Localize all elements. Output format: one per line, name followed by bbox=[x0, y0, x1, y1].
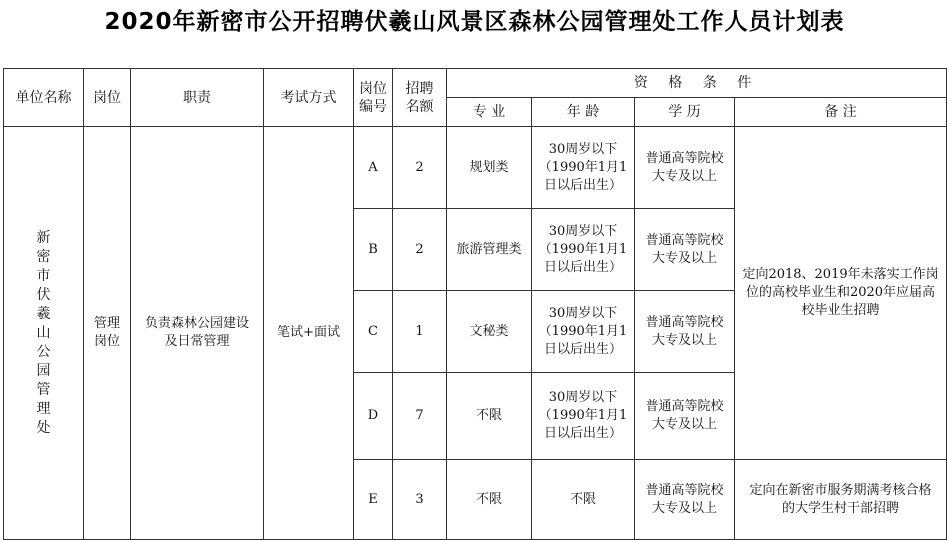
age-requirement bbox=[532, 373, 635, 460]
edu-line2: 大专及以上 bbox=[651, 168, 717, 184]
quota: 2 bbox=[393, 127, 447, 209]
position-code: C bbox=[354, 291, 393, 373]
duties-line1: 负责森林公园建设 bbox=[144, 316, 249, 331]
header-position-code-line2: 编号 bbox=[359, 98, 387, 115]
education-requirement bbox=[635, 373, 735, 460]
header-remarks: 备 注 bbox=[735, 98, 947, 127]
header-position-code-line1: 岗位 bbox=[359, 80, 387, 97]
position-line1: 管理 bbox=[93, 316, 120, 331]
age-requirement: 不限 bbox=[532, 460, 635, 540]
age-line3: 日以后出生） bbox=[543, 341, 622, 357]
edu-line2: 大专及以上 bbox=[651, 417, 717, 432]
page-title: 2020年新密市公开招聘伏羲山风景区森林公园管理处工作人员计划表 bbox=[104, 9, 845, 35]
remark-1-line3: 校毕业生招聘 bbox=[801, 303, 880, 318]
age-line1: 30周岁以下 bbox=[548, 390, 618, 405]
edu-line2: 大专及以上 bbox=[651, 250, 717, 266]
header-unit: 单位名称 bbox=[4, 69, 84, 127]
education-requirement bbox=[635, 291, 735, 373]
header-position: 岗位 bbox=[84, 69, 131, 127]
age-line2: （1990年1月1 bbox=[538, 159, 628, 175]
major: 不限 bbox=[447, 373, 532, 460]
age-requirement bbox=[532, 209, 635, 291]
major: 旅游管理类 bbox=[447, 209, 532, 291]
edu-line1: 普通高等院校 bbox=[645, 314, 724, 330]
unit-name: 新密市伏羲山公园管理处 bbox=[36, 229, 51, 436]
quota: 2 bbox=[393, 209, 447, 291]
age-line1: 30周岁以下 bbox=[548, 305, 618, 321]
age-line2: （1990年1月1 bbox=[538, 323, 628, 339]
header-age: 年 龄 bbox=[532, 98, 635, 127]
remark-2-line2: 的大学生村干部招聘 bbox=[782, 500, 900, 516]
unit-name-cell bbox=[4, 127, 84, 540]
position-code: A bbox=[354, 127, 393, 209]
age-line3: 日以后出生） bbox=[543, 426, 622, 441]
age-line3: 日以后出生） bbox=[543, 259, 622, 275]
position-code: E bbox=[354, 460, 393, 540]
edu-line2: 大专及以上 bbox=[651, 500, 717, 516]
header-quota-line1: 招聘 bbox=[405, 80, 434, 97]
quota: 1 bbox=[393, 291, 447, 373]
quota: 3 bbox=[393, 460, 447, 540]
header-qualifications-label: 资 格 条 件 bbox=[633, 75, 760, 91]
position-line2: 岗位 bbox=[93, 334, 120, 349]
recruitment-plan-table bbox=[3, 68, 947, 540]
header-education: 学 历 bbox=[635, 98, 735, 127]
remark-1-line2: 位的高校毕业生和2020年应届高 bbox=[745, 285, 936, 300]
major: 文秘类 bbox=[447, 291, 532, 373]
header-quota bbox=[393, 69, 447, 127]
position-code: B bbox=[354, 209, 393, 291]
age-requirement bbox=[532, 291, 635, 373]
major: 规划类 bbox=[447, 127, 532, 209]
header-exam-method: 考试方式 bbox=[264, 69, 354, 127]
duties-cell bbox=[131, 127, 264, 540]
edu-line1: 普通高等院校 bbox=[645, 399, 724, 414]
remark-1-line1: 定向2018、2019年未落实工作岗 bbox=[742, 267, 939, 282]
education-requirement bbox=[635, 209, 735, 291]
header-row-1 bbox=[4, 69, 947, 98]
header-quota-line2: 名额 bbox=[405, 98, 434, 115]
table-row bbox=[4, 127, 947, 209]
exam-method-cell: 笔试+面试 bbox=[264, 127, 354, 540]
major: 不限 bbox=[447, 460, 532, 540]
position-code: D bbox=[354, 373, 393, 460]
remarks-cell-1 bbox=[735, 127, 947, 460]
edu-line1: 普通高等院校 bbox=[645, 482, 724, 498]
age-line2: （1990年1月1 bbox=[538, 241, 628, 257]
duties-line2: 及日常管理 bbox=[164, 334, 230, 349]
education-requirement bbox=[635, 460, 735, 540]
age-line2: （1990年1月1 bbox=[538, 408, 628, 423]
remark-2-line1: 定向在新密市服务期满考核合格 bbox=[749, 482, 932, 498]
age-line3: 日以后出生） bbox=[543, 177, 622, 193]
header-duties: 职责 bbox=[131, 69, 264, 127]
edu-line1: 普通高等院校 bbox=[645, 150, 724, 166]
remarks-cell-2 bbox=[735, 460, 947, 540]
position-cell bbox=[84, 127, 131, 540]
age-line1: 30周岁以下 bbox=[548, 223, 618, 239]
header-major: 专 业 bbox=[447, 98, 532, 127]
quota: 7 bbox=[393, 373, 447, 460]
header-qualifications bbox=[447, 69, 947, 98]
age-line1: 30周岁以下 bbox=[548, 141, 618, 157]
edu-line2: 大专及以上 bbox=[651, 332, 717, 348]
edu-line1: 普通高等院校 bbox=[645, 232, 724, 248]
age-requirement bbox=[532, 127, 635, 209]
education-requirement bbox=[635, 127, 735, 209]
header-position-code bbox=[354, 69, 393, 127]
